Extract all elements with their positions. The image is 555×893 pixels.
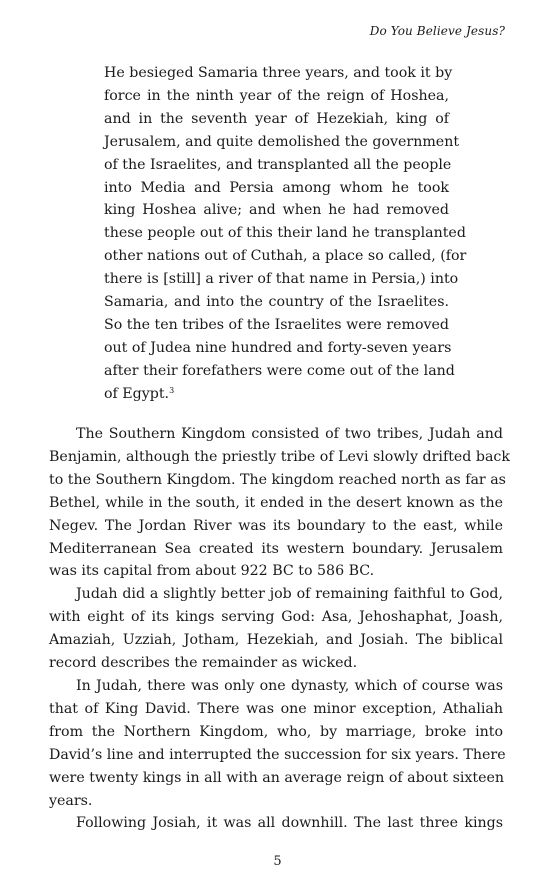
paragraph-line: Judah did a slightly better job of remaining faithful to God, [76,586,503,603]
paragraph-line: record describes the remainder as wicked. [49,655,358,672]
paragraph-line: were twenty kings in all with an average reign of about sixteen [49,769,505,786]
body-text [49,423,510,835]
quote-line: He besieged Samaria three years, and took it by [104,65,453,81]
paragraph-line: was its capital from about 922 BC to 586 BC. [49,563,375,580]
quote-line: Samaria, and into the country of the Israelites. [104,294,449,311]
paragraph-line: The Southern Kingdom consisted of two tribes, Judah and [76,426,503,442]
paragraph-line: years. [49,792,93,809]
paragraph-line: Amaziah, Uzziah, Jotham, Hezekiah, and Josiah. The biblical [49,632,503,649]
quote-line: into Media and Persia among whom he took [104,179,449,196]
paragraph-line: Bethel, while in the south, it ended in the desert known as the [49,494,503,511]
quote-line: So the ten tribes of the Israelites were removed [104,316,449,333]
running-head: Do You Believe Jesus? [369,24,505,38]
paragraph-line: from the Northern Kingdom, who, by marriage, broke into [49,723,503,740]
paragraph-line: with eight of its kings serving God: Asa, Jehoshaphat, Joash, [49,609,503,626]
quote-line: these people out of this their land he transplanted [104,225,466,242]
block-quote [104,62,467,406]
paragraph-line: Following Josiah, it was all downhill. The last three kings [76,815,503,832]
footnote-marker: 3 [169,385,175,395]
quote-line: of the Israelites, and transplanted all the people [104,156,452,173]
quote-line: out of Judea nine hundred and forty-seven years [104,339,452,356]
paragraph [49,812,503,835]
paragraph-line: David’s line and interrupted the succession for six years. There [49,746,506,763]
paragraph-line: In Judah, there was only one dynasty, which of course was [76,677,503,694]
paragraph [49,675,506,812]
quote-line: and in the seventh year of Hezekiah, king of [104,110,449,127]
quote-text: of Egypt. [104,385,170,402]
quote-line: after their forefathers were come out of the land [104,362,455,379]
quote-line-last [104,383,449,406]
paragraph-line: to the Southern Kingdom. The kingdom reached north as far as [49,471,506,488]
paragraph-line: Negev. The Jordan River was its boundary to the east, while [49,517,503,534]
paragraph [49,583,503,675]
page-number: 5 [273,854,282,869]
quote-line: there is [still] a river of that name in Persia,) into [104,271,459,288]
paragraph-line: Mediterranean Sea created its western boundary. Jerusalem [49,540,503,557]
quote-line: king Hoshea alive; and when he had removed [104,202,449,219]
quote-line: force in the ninth year of the reign of Hoshea, [104,87,449,104]
paragraph-line: that of King David. There was one minor exception, Athaliah [49,700,503,717]
quote-line: Jerusalem, and quite demolished the government [104,133,460,150]
paragraph [49,423,510,583]
quote-line: other nations out of Cuthah, a place so called, (for [104,248,467,265]
paragraph-line: Benjamin, although the priestly tribe of Levi slowly drifted back [49,448,510,465]
